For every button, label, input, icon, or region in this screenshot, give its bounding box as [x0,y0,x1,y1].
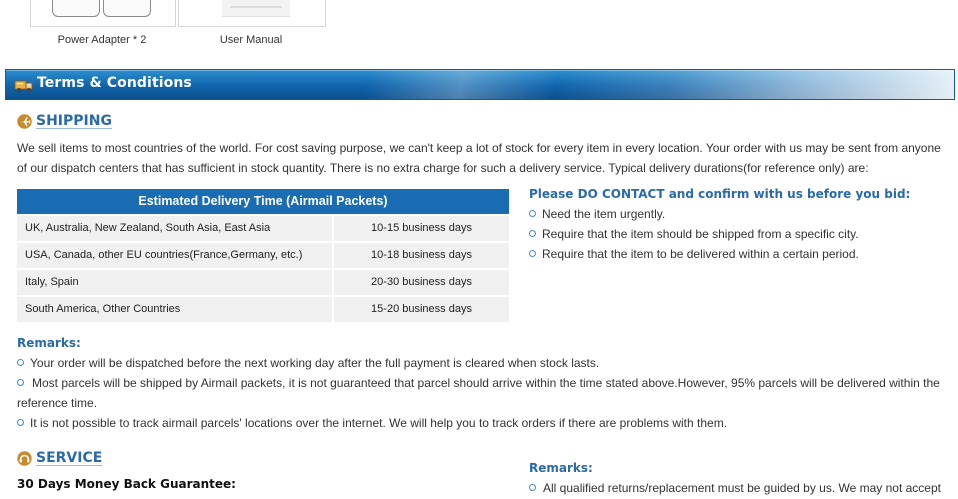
banner-title: Terms & Conditions [37,75,192,91]
list-item-text: All qualified returns/replacement must be guided by us. We may not accept [543,481,941,495]
list-item-text: Require that the item to be delivered within a certain period. [542,247,859,261]
bullet-icon [529,484,536,491]
shipping-title: SHIPPING [36,113,112,129]
bullet-icon [17,359,24,366]
airplane-icon [17,114,32,129]
list-item-text: It is not possible to track airmail parcels' locations over the internet. We will help you to track orders if there are problems with them. [30,416,728,430]
table-row [17,243,509,268]
list-item-text: Your order will be dispatched before the next working day after the full payment is cleared when stock lasts. [30,356,600,370]
shipping-intro: We sell items to most countries of the world. For cost saving purpose, we can't keep a lot of stock for every item in every location. Your order with us may be sent from anyone of our dispatch centers that has sufficient in stock quantity. There is no extra charge for such a delivery service. Typical delivery durations(for reference only) are: [17,141,941,175]
contact-heading: Please DO CONTACT and confirm with us before you bid: [529,187,911,201]
table-row [17,297,509,322]
bullet-icon [529,250,536,257]
table-cell-region: Italy, Spain [17,270,332,295]
remarks-heading: Remarks: [17,336,81,350]
adapter-image [52,0,100,17]
service-remarks-heading: Remarks: [529,461,593,475]
list-item-text: Most parcels will be shipped by Airmail packets, it is not guaranteed that parcel should arrive within the time stated above.However, 95% parcels will be delivered within the reference time. [17,376,940,410]
bullet-icon [529,230,536,237]
table-row [17,216,509,241]
manual-image [222,0,290,17]
table-row [17,270,509,295]
accessory-image-frame [30,0,176,27]
accessory-label: Power Adapter * 2 [57,34,147,46]
table-cell-region: South America, Other Countries [17,297,332,322]
service-icon [17,451,32,466]
bullet-icon [529,210,536,217]
table-cell-time: 10-18 business days [334,243,509,268]
guarantee-heading: 30 Days Money Back Guarantee: [17,477,236,491]
table-cell-time: 10-15 business days [334,216,509,241]
truck-icon [14,76,34,93]
table-cell-time: 20-30 business days [334,270,509,295]
terms-banner [5,69,955,100]
table-cell-region: UK, Australia, New Zealand, South Asia, East Asia [17,216,332,241]
table-cell-time: 15-20 business days [334,297,509,322]
service-title: SERVICE [36,450,103,466]
bullet-icon [17,419,24,426]
list-item-text: Require that the item should be shipped from a specific city. [542,227,859,241]
list-item-text: Need the item urgently. [542,207,666,221]
adapter-image [103,0,151,17]
accessory-label: User Manual [219,34,283,46]
table-header: Estimated Delivery Time (Airmail Packets) [17,189,509,214]
accessory-image-frame [178,0,326,27]
table-cell-region: USA, Canada, other EU countries(France,Germany, etc.) [17,243,332,268]
